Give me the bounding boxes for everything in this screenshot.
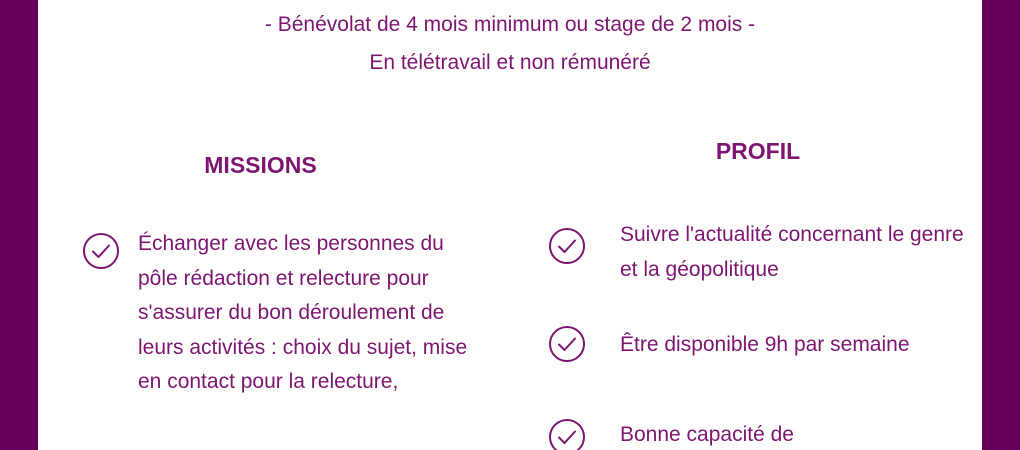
check-circle-icon [548,227,586,265]
content-panel [38,0,982,450]
check-circle-icon [82,232,120,270]
mission-item-text: Échanger avec les personnes du pôle rédaction et relecture pour s'assurer du bon déroulement de leurs activités : choix du sujet, mise en contact pour la relecture, [138,232,468,393]
missions-heading: MISSIONS [204,152,317,178]
profil-item-text: Suivre l'actualité concernant le genre et la géopolitique [620,223,964,281]
profil-item-text: Bonne capacité de [620,423,794,446]
engagement-duration: - Bénévolat de 4 mois minimum ou stage de 2 mois - [264,13,756,36]
work-conditions: En télétravail et non rémunéré [369,51,651,74]
profil-item-text: Être disponible 9h par semaine [620,333,910,356]
check-circle-icon [548,325,586,363]
check-circle-icon [548,418,586,450]
profil-heading: PROFIL [715,138,801,164]
